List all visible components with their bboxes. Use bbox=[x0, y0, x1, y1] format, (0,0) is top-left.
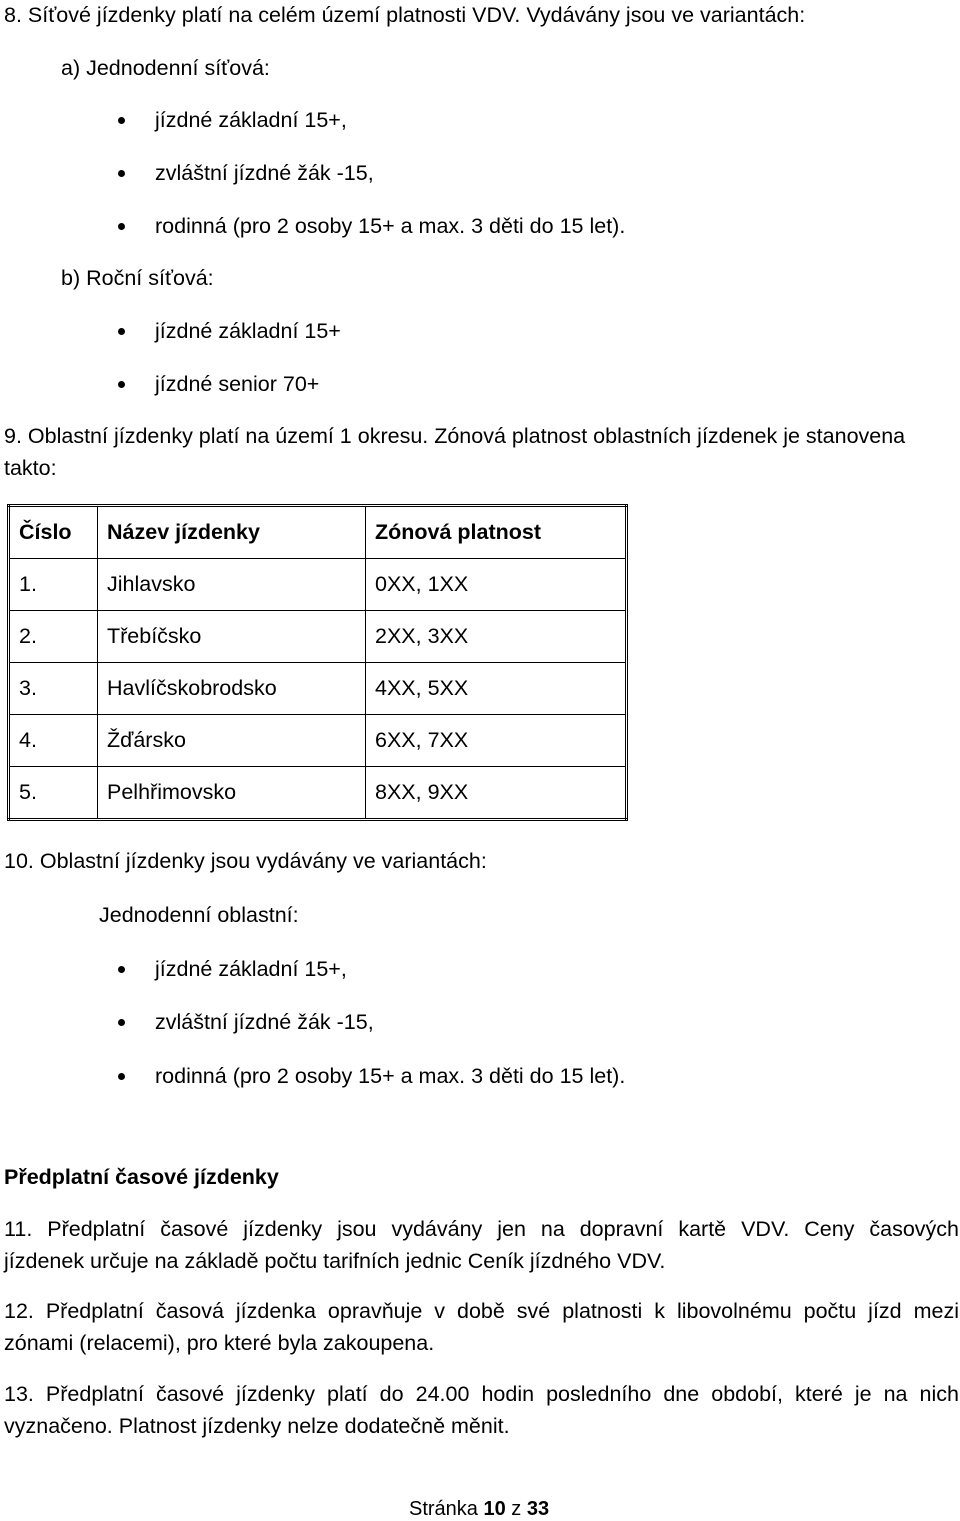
page-footer bbox=[409, 1497, 549, 1521]
table-cell: 2XX, 3XX bbox=[366, 611, 627, 663]
section-8-heading: 8. Síťové jízdenky platí na celém území platnosti VDV. Vydávány jsou ve variantách: bbox=[4, 3, 806, 27]
section-8b-label: b) Roční síťová: bbox=[61, 266, 214, 290]
table-cell: 2. bbox=[9, 611, 98, 663]
footer-prefix: Stránka bbox=[409, 1498, 484, 1520]
list-item: jízdné základní 15+, bbox=[155, 957, 347, 981]
bullet-icon bbox=[118, 117, 125, 124]
section-10-heading: 10. Oblastní jízdenky jsou vydávány ve variantách: bbox=[4, 849, 487, 873]
paragraph-13-line-2: vyznačeno. Platnost jízdenky nelze dodatečně měnit. bbox=[4, 1414, 510, 1438]
bullet-icon bbox=[118, 966, 125, 973]
table-row bbox=[9, 663, 627, 715]
table-cell: Pelhřimovsko bbox=[98, 767, 366, 820]
table-cell: Žďársko bbox=[98, 715, 366, 767]
zones-table bbox=[7, 504, 628, 821]
table-cell: Třebíčsko bbox=[98, 611, 366, 663]
list-item: rodinná (pro 2 osoby 15+ a max. 3 děti do 15 let). bbox=[155, 214, 626, 238]
bullet-icon bbox=[118, 1073, 125, 1080]
bullet-icon bbox=[118, 1019, 125, 1026]
paragraph-12-line-2: zónami (relacemi), pro které byla zakoupena. bbox=[4, 1331, 435, 1355]
table-row bbox=[9, 559, 627, 611]
bullet-icon bbox=[118, 328, 125, 335]
table-row bbox=[9, 611, 627, 663]
section-9-line-2: takto: bbox=[4, 456, 57, 480]
footer-separator: z bbox=[505, 1498, 527, 1520]
paragraph-11-line-2: jízdenek určuje na základě počtu tarifních jednic Ceník jízdného VDV. bbox=[4, 1249, 666, 1273]
list-item: jízdné základní 15+ bbox=[155, 319, 341, 343]
list-item: zvláštní jízdné žák -15, bbox=[155, 1010, 374, 1034]
table-cell: 8XX, 9XX bbox=[366, 767, 627, 820]
table-header-cell: Název jízdenky bbox=[98, 506, 366, 559]
paragraph-11-line-1: 11. Předplatní časové jízdenky jsou vydávány jen na dopravní kartě VDV. Ceny časových bbox=[4, 1217, 959, 1241]
bullet-icon bbox=[118, 170, 125, 177]
table-cell: Jihlavsko bbox=[98, 559, 366, 611]
list-item: jízdné základní 15+, bbox=[155, 108, 347, 132]
section-10-sub-label: Jednodenní oblastní: bbox=[99, 903, 299, 927]
list-item: zvláštní jízdné žák -15, bbox=[155, 161, 374, 185]
footer-page-number: 10 bbox=[483, 1498, 506, 1520]
paragraph-12-line-1: 12. Předplatní časová jízdenka opravňuje v době své platnosti k libovolnému počtu jízd mezi bbox=[4, 1299, 959, 1323]
bullet-icon bbox=[118, 381, 125, 388]
section-9-line-1: 9. Oblastní jízdenky platí na území 1 okresu. Zónová platnost oblastních jízdenek je stanovena bbox=[4, 424, 906, 448]
table-cell: Havlíčskobrodsko bbox=[98, 663, 366, 715]
table-cell: 4. bbox=[9, 715, 98, 767]
subscription-heading: Předplatní časové jízdenky bbox=[4, 1165, 279, 1189]
section-8a-label: a) Jednodenní síťová: bbox=[61, 56, 270, 80]
table-cell: 5. bbox=[9, 767, 98, 820]
table-header-cell: Zónová platnost bbox=[366, 506, 627, 559]
bullet-icon bbox=[118, 223, 125, 230]
table-header-cell: Číslo bbox=[9, 506, 98, 559]
table-header-row bbox=[9, 506, 627, 559]
table-cell: 3. bbox=[9, 663, 98, 715]
footer-total-pages: 33 bbox=[526, 1498, 550, 1520]
table-cell: 6XX, 7XX bbox=[366, 715, 627, 767]
table-cell: 0XX, 1XX bbox=[366, 559, 627, 611]
table-row bbox=[9, 715, 627, 767]
table-cell: 4XX, 5XX bbox=[366, 663, 627, 715]
table-cell: 1. bbox=[9, 559, 98, 611]
list-item: rodinná (pro 2 osoby 15+ a max. 3 děti do 15 let). bbox=[155, 1064, 626, 1088]
list-item: jízdné senior 70+ bbox=[155, 372, 320, 396]
table-row bbox=[9, 767, 627, 820]
paragraph-13-line-1: 13. Předplatní časové jízdenky platí do 24.00 hodin posledního dne období, které je na nich bbox=[4, 1382, 959, 1406]
